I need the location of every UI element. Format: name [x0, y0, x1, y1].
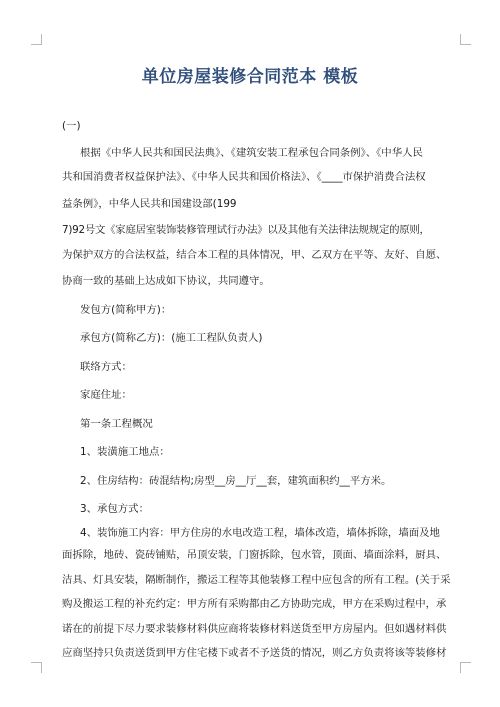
document-title: 单位房屋装修合同范本 模板: [141, 67, 359, 87]
clause-item: 3、承包方式：: [80, 503, 149, 515]
clause-line: 诺在的前提下尽力要求装修材料供应商将装修材料送货至甲方房屋内。但如遇材料供: [62, 622, 447, 635]
preamble-line: 共和国消费者权益保护法》、《中华人民共和国价格法》、《____市保护消费合法权: [62, 171, 426, 183]
crop-mark-top-left: [31, 34, 42, 45]
section-label: (一): [62, 120, 81, 132]
clause-item: 4、装饰施工内容：甲方住房的水电改造工程，墙体改造，墙体拆除，墙面及地: [80, 526, 440, 539]
party-a-field: 发包方(简称甲方)：: [80, 303, 172, 316]
crop-mark-bottom-left: [31, 662, 42, 673]
clause-item: 1、装潢施工地点：: [80, 446, 170, 458]
clause-item: 2、住房结构：砖混结构;房型__房__厅__套，建筑面积约__平方米。: [80, 474, 392, 487]
party-b-field: 承包方(简称乙方)：(施工工程队负责人): [80, 332, 263, 344]
document-body: [62, 112, 451, 666]
preamble-line: 益条例》，中华人民共和国建设部(199: [62, 197, 237, 210]
preamble-line: 根据《中华人民共和国民法典》、《建筑安装工程承包合同条例》、《中华人民: [80, 146, 423, 159]
clause-line: 面拆除，地砖、瓷砖铺贴，吊顶安装，门窗拆除，包水管，顶面、墙面涂料，厨具、: [62, 549, 447, 561]
crop-mark-top-right: [460, 34, 471, 45]
preamble-line: 协商一致的基础上达成如下协议，共同遵守。: [62, 275, 270, 287]
contact-field: 联络方式：: [80, 360, 132, 373]
clause-line: 购及搬运工程的补充约定：甲方所有采购都由乙方协助完成，甲方在采购过程中，承: [62, 598, 447, 610]
clause-line: 洁具、灯具安装，隔断制作，搬运工程等其他装修工程中应包含的所有工程。(关于采: [62, 573, 451, 586]
preamble-line: 7)92号文《家庭居室装饰装修管理试行办法》以及其他有关法律法规规定的原则，: [62, 224, 430, 236]
article-heading: 第一条工程概况: [80, 417, 153, 430]
preamble-line: 为保护双方的合法权益，结合本工程的具体情况，甲、乙双方在平等、友好、自愿、: [62, 248, 447, 261]
crop-mark-bottom-right: [460, 662, 471, 673]
clause-line: 应商坚持只负责送货到甲方住宅楼下或者不予送货的情况，则乙方负责将该等装修材: [62, 647, 447, 659]
address-field: 家庭住址：: [80, 389, 132, 401]
